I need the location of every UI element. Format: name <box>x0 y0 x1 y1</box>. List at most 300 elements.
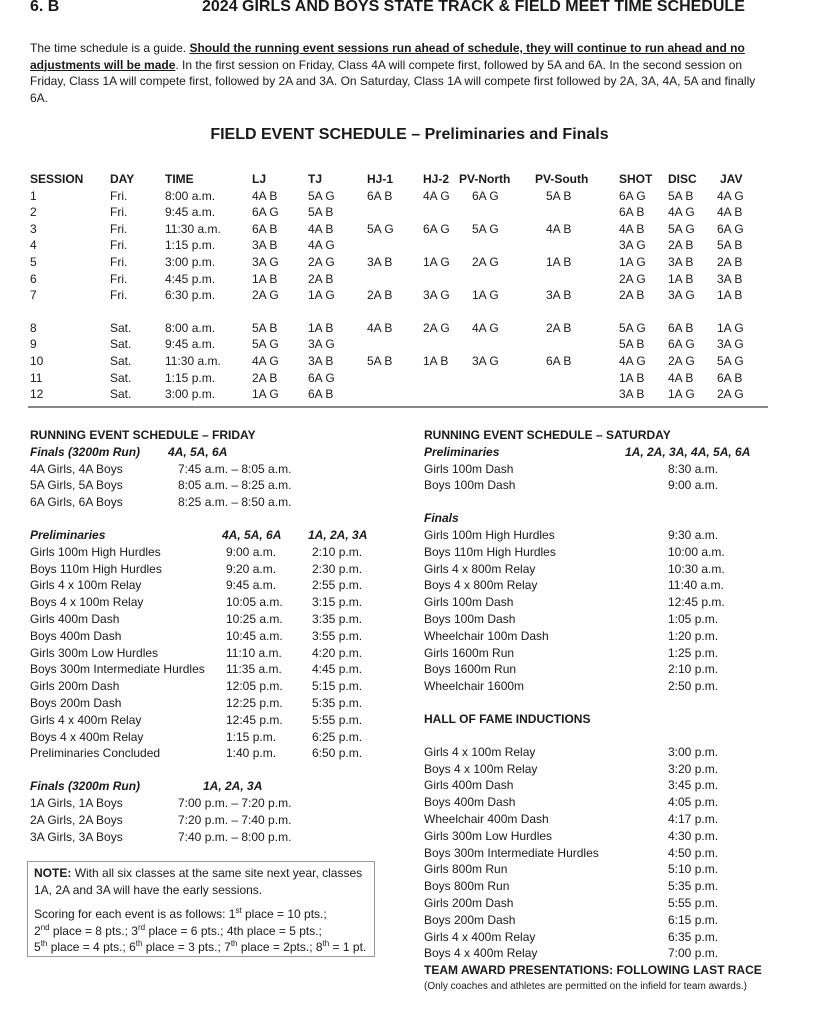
event-time: 6:15 p.m. <box>668 912 719 927</box>
table-cell: Sat. <box>110 337 132 352</box>
table-cell: 5A B <box>367 353 393 368</box>
event-time: 3:45 p.m. <box>668 778 719 793</box>
table-cell: Fri. <box>110 254 128 269</box>
event-name: Girls 800m Run <box>424 862 508 877</box>
column-header: PV-North <box>459 172 511 186</box>
event-time: 3:35 p.m. <box>312 611 363 626</box>
table-cell: 4A B <box>619 221 645 236</box>
table-cell: 6A G <box>668 337 695 352</box>
event-time: 6:25 p.m. <box>312 729 363 744</box>
table-cell: 5A B <box>546 188 572 203</box>
table-cell: 4A B <box>546 221 572 236</box>
event-time: 9:20 a.m. <box>226 561 277 576</box>
hall-of-fame-label: HALL OF FAME INDUCTIONS <box>424 711 591 726</box>
field-event-table <box>0 171 819 403</box>
event-name: Wheelchair 1600m <box>424 679 525 694</box>
event-name: Boys 200m Dash <box>30 695 122 710</box>
schedule-row <box>0 544 819 561</box>
table-cell: Fri. <box>110 271 128 286</box>
event-time: 2:50 p.m. <box>668 679 719 694</box>
event-time: 2:55 p.m. <box>312 578 363 593</box>
event-name: Boys 800m Run <box>424 879 510 894</box>
event-time: 10:00 a.m. <box>668 544 725 559</box>
schedule-row <box>0 527 819 544</box>
section-title: RUNNING EVENT SCHEDULE – SATURDAY <box>424 428 671 442</box>
spacer <box>0 728 819 744</box>
event-name: Boys 4 x 100m Relay <box>424 761 538 776</box>
schedule-row <box>0 912 819 929</box>
scoring-part: 5 <box>34 940 41 954</box>
table-cell: Fri. <box>110 221 128 236</box>
table-cell: 1A G <box>668 387 695 402</box>
schedule-row <box>0 845 819 862</box>
event-name: Girls 100m High Hurdles <box>30 544 161 559</box>
event-name: Boys 200m Dash <box>424 912 516 927</box>
scoring-part: nd <box>40 922 50 932</box>
table-cell: 3A G <box>717 337 744 352</box>
event-time: 11:35 a.m. <box>226 662 282 677</box>
event-name: Girls 4 x 100m Relay <box>424 744 536 759</box>
event-name: Girls 300m Low Hurdles <box>30 645 159 660</box>
scoring-part: th <box>322 939 330 948</box>
intro-emphasis: Should the running event sessions run ahead of schedule, they will continue to run ahead and no adjustments will be made <box>30 41 745 72</box>
event-time: 12:45 p.m. <box>226 712 283 727</box>
table-row <box>0 320 819 337</box>
table-cell: 1A B <box>423 353 449 368</box>
table-cell: Fri. <box>110 188 128 203</box>
note-text: With all six classes at the same site next year, classes 1A, 2A and 3A will have the early sessions. <box>34 866 363 897</box>
event-time: 5:35 p.m. <box>312 695 363 710</box>
event-time: 1:25 p.m. <box>668 645 719 660</box>
class-heading: 4A, 5A, 6A <box>222 527 282 542</box>
event-time: 5:15 p.m. <box>312 679 363 694</box>
table-cell: 4A G <box>252 353 279 368</box>
table-cell: 1A B <box>668 271 694 286</box>
table-cell: 11:30 a.m. <box>165 221 221 236</box>
column-header: TIME <box>165 172 194 186</box>
class-heading: 1A, 2A, 3A <box>308 527 368 542</box>
schedule-row <box>0 577 819 594</box>
subheading: Finals (3200m Run) <box>30 779 141 794</box>
table-cell: 2A G <box>717 387 744 402</box>
event-time: 6:35 p.m. <box>668 929 719 944</box>
event-name: 5A Girls, 5A Boys <box>30 478 123 493</box>
table-cell: 3A B <box>308 353 334 368</box>
table-cell: 8:00 a.m. <box>165 320 216 335</box>
event-name: Girls 100m Dash <box>424 595 514 610</box>
table-cell: 2A G <box>472 254 499 269</box>
table-cell: 6A G <box>423 221 450 236</box>
table-cell: 5A B <box>308 205 334 220</box>
event-name: Girls 1600m Run <box>424 645 515 660</box>
event-name: Girls 4 x 800m Relay <box>424 561 536 576</box>
table-cell: 3A B <box>367 254 393 269</box>
event-time: 5:10 p.m. <box>668 862 719 877</box>
table-cell: 4A G <box>619 353 646 368</box>
event-time: 1:40 p.m. <box>226 746 277 761</box>
table-cell: 2A B <box>619 288 645 303</box>
column-header: HJ-2 <box>423 172 450 186</box>
scoring-part: st <box>235 906 242 915</box>
event-name: Boys 400m Dash <box>30 628 122 643</box>
scoring-part: 2 <box>34 923 41 938</box>
schedule-row <box>0 777 819 794</box>
table-cell: 1A G <box>423 254 450 269</box>
event-time: 7:40 p.m. – 8:00 p.m. <box>178 829 292 844</box>
event-name: Girls 4 x 400m Relay <box>30 712 142 727</box>
event-time: 1:15 p.m. <box>226 729 277 744</box>
event-name: Boys 4 x 400m Relay <box>424 946 538 961</box>
note-label: NOTE: <box>34 866 72 880</box>
table-cell: Fri. <box>110 205 128 220</box>
schedule-row <box>0 794 819 811</box>
scoring-part: Scoring for each event is as follows: 1 <box>34 907 236 921</box>
column-header: SHOT <box>619 172 653 186</box>
table-cell: 3:00 p.m. <box>165 387 216 402</box>
table-cell: 1A G <box>717 320 744 335</box>
column-header: TJ <box>308 172 323 186</box>
event-name: Boys 300m Intermediate Hurdles <box>30 662 205 677</box>
event-time: 4:05 p.m. <box>668 795 719 810</box>
scoring-part: rd <box>137 922 146 932</box>
scoring-part: th <box>230 939 238 948</box>
event-time: 5:55 p.m. <box>312 712 363 727</box>
schedule-row <box>0 594 819 611</box>
table-cell: 1 <box>30 188 37 203</box>
schedule-row <box>0 628 819 645</box>
table-cell: 2A B <box>308 271 334 286</box>
table-row <box>0 221 819 238</box>
schedule-row <box>0 861 819 878</box>
event-time: 3:55 p.m. <box>312 628 363 643</box>
event-name: Wheelchair 400m Dash <box>424 811 549 826</box>
table-cell: 2A B <box>546 320 572 335</box>
intro-lead: The time schedule is a guide. <box>30 41 187 55</box>
team-award-label: TEAM AWARD PRESENTATIONS: FOLLOWING LAST RACE <box>424 963 762 978</box>
sat-finals-header <box>0 510 819 527</box>
event-name: Wheelchair 100m Dash <box>424 628 549 643</box>
table-cell: 4 <box>30 238 37 253</box>
event-name: Boys 4 x 400m Relay <box>30 729 144 744</box>
event-time: 12:25 p.m. <box>226 695 283 710</box>
event-name: Girls 400m Dash <box>424 778 514 793</box>
table-cell: Fri. <box>110 238 128 253</box>
event-name: Boys 100m Dash <box>424 611 516 626</box>
schedule-row <box>0 678 819 695</box>
column-header: HJ-1 <box>367 172 394 186</box>
table-cell: 5A G <box>619 320 646 335</box>
event-time: 3:20 p.m. <box>668 761 719 776</box>
table-cell: 4A G <box>423 188 450 203</box>
table-row <box>0 204 819 221</box>
table-cell: 6A G <box>308 370 335 385</box>
table-cell: 5A G <box>717 353 744 368</box>
event-time: 9:00 a.m. <box>226 544 277 559</box>
table-cell: 3A G <box>472 353 499 368</box>
table-cell: 3A B <box>546 288 572 303</box>
spacer <box>0 695 819 711</box>
table-cell: 6A G <box>619 188 646 203</box>
event-name: Girls 200m Dash <box>424 895 514 910</box>
table-cell: 3A B <box>619 387 645 402</box>
schedule-row <box>0 895 819 912</box>
table-cell: 4:45 p.m. <box>165 271 216 286</box>
schedule-row <box>0 561 819 578</box>
table-row <box>0 386 819 403</box>
schedule-row <box>0 611 819 628</box>
table-cell: 2A G <box>619 271 646 286</box>
team-award-note: (Only coaches and athletes are permitted on the infield for team awards.) <box>424 980 747 992</box>
event-name: 2A Girls, 2A Boys <box>30 812 123 827</box>
table-cell: 11 <box>30 370 43 385</box>
table-cell: 3 <box>30 221 37 236</box>
table-cell: 4A B <box>367 320 393 335</box>
table-cell: 3A B <box>252 238 278 253</box>
table-cell: 1A G <box>619 254 646 269</box>
column-header: SESSION <box>30 172 84 186</box>
table-row <box>0 336 819 353</box>
table-cell: 3A B <box>717 271 743 286</box>
event-time: 12:45 p.m. <box>668 595 725 610</box>
table-cell: 2A G <box>668 353 695 368</box>
table-cell: 5A B <box>717 238 743 253</box>
table-cell: 8:00 a.m. <box>165 188 216 203</box>
schedule-row <box>0 477 819 494</box>
event-time: 10:30 a.m. <box>668 561 725 576</box>
page-title: 2024 GIRLS AND BOYS STATE TRACK & FIELD MEET TIME SCHEDULE <box>202 0 745 15</box>
table-cell: Sat. <box>110 387 132 402</box>
table-cell: 4A G <box>472 320 499 335</box>
scoring-part: th <box>135 939 143 948</box>
sat-prelim-header <box>0 444 819 461</box>
table-cell: 6A G <box>717 221 744 236</box>
table-cell: 1:15 p.m. <box>165 370 216 385</box>
table-cell: 4A G <box>668 205 695 220</box>
table-row <box>0 271 819 288</box>
schedule-row <box>0 744 819 761</box>
table-cell: 6A B <box>546 353 572 368</box>
event-name: 1A Girls, 1A Boys <box>30 795 123 810</box>
table-cell: 2A B <box>668 238 694 253</box>
spacer <box>0 494 819 510</box>
table-cell: 6A B <box>668 320 694 335</box>
team-award <box>0 962 819 979</box>
table-cell: 8 <box>30 320 37 335</box>
event-name: Boys 300m Intermediate Hurdles <box>424 845 599 860</box>
table-cell: 6:30 p.m. <box>165 288 216 303</box>
event-name: Boys 110m High Hurdles <box>30 561 162 576</box>
event-name: Preliminaries Concluded <box>30 746 161 761</box>
column-header: PV-South <box>535 172 589 186</box>
event-time: 6:50 p.m. <box>312 746 363 761</box>
event-time: 10:45 a.m. <box>226 628 283 643</box>
table-cell: 5 <box>30 254 37 269</box>
table-cell: Fri. <box>110 288 128 303</box>
event-name: Boys 100m Dash <box>424 478 516 493</box>
column-header: JAV <box>720 172 743 186</box>
event-name: Girls 400m Dash <box>30 611 120 626</box>
table-cell: 1A B <box>717 288 743 303</box>
event-time: 4:50 p.m. <box>668 845 719 860</box>
table-cell: 3A G <box>252 254 279 269</box>
table-cell: 6A B <box>717 370 743 385</box>
table-cell: 1A B <box>546 254 572 269</box>
scoring-part: place = 10 pts.; <box>241 907 327 921</box>
event-name: 6A Girls, 6A Boys <box>30 495 123 510</box>
saturday-title <box>0 427 819 444</box>
table-cell: 3:00 p.m. <box>165 254 216 269</box>
table-cell: 3A G <box>619 238 646 253</box>
scoring-part: place = 8 pts.; 3 <box>49 923 138 938</box>
schedule-row <box>0 461 819 478</box>
table-cell: 2 <box>30 205 37 220</box>
table-cell: Sat. <box>110 370 132 385</box>
table-cell: 3A B <box>668 254 694 269</box>
event-name: Girls 100m High Hurdles <box>424 527 555 542</box>
table-cell: 2A G <box>423 320 450 335</box>
schedule-row <box>0 945 819 962</box>
table-cell: 6A B <box>308 387 334 402</box>
event-time: 7:00 p.m. <box>668 946 719 961</box>
event-time: 12:05 p.m. <box>226 679 283 694</box>
intro-rest: . In the first session on Friday, Class 4A will compete first, followed by 5A and 6A. In the second session on Friday, Class 1A will compete first, followed by 2A and 3A. On Saturday, Class 1A will compete first followed by 2A, 3A, 4A, 5A and finally 6A. <box>30 57 756 105</box>
schedule-row <box>0 645 819 662</box>
table-row <box>0 370 819 387</box>
table-row <box>0 353 819 370</box>
table-cell: 12 <box>30 387 44 402</box>
table-cell: 1A G <box>252 387 279 402</box>
field-schedule-title: FIELD EVENT SCHEDULE – Preliminaries and Finals <box>210 126 609 143</box>
event-time: 7:45 a.m. – 8:05 a.m. <box>178 461 292 476</box>
column-header: DISC <box>668 172 697 186</box>
schedule-row <box>0 878 819 895</box>
table-cell: 1A G <box>472 288 499 303</box>
event-name: 3A Girls, 3A Boys <box>30 829 123 844</box>
table-cell: 5A G <box>472 221 499 236</box>
scoring-part: place = 6 pts.; 4th place = 5 pts.; <box>145 923 322 938</box>
event-time: 10:05 a.m. <box>226 595 283 610</box>
table-cell: 4A B <box>668 370 694 385</box>
table-cell: 5A G <box>252 337 279 352</box>
table-cell: 2A B <box>252 370 278 385</box>
schedule-row <box>0 929 819 946</box>
page-number: 6. B <box>30 0 60 15</box>
table-row <box>0 287 819 304</box>
table-cell: 5A B <box>668 188 694 203</box>
table-cell: 9:45 a.m. <box>165 337 216 352</box>
table-cell: 6A G <box>472 188 499 203</box>
event-name: Girls 4 x 400m Relay <box>424 929 536 944</box>
table-cell: 1:15 p.m. <box>165 238 216 253</box>
scoring-part: place = 4 pts.; 6 <box>47 940 136 954</box>
schedule-row <box>0 828 819 845</box>
row-spacer <box>0 304 819 320</box>
table-cell: 2A G <box>252 288 279 303</box>
table-cell: 5A B <box>619 337 645 352</box>
table-cell: 1A B <box>619 370 645 385</box>
event-time: 11:10 a.m. <box>226 645 282 660</box>
table-divider <box>28 406 768 408</box>
table-row <box>0 237 819 254</box>
event-time: 8:30 a.m. <box>668 461 719 476</box>
table-cell: 9:45 a.m. <box>165 205 216 220</box>
table-cell: 5A B <box>252 320 278 335</box>
scoring-part: place = 3 pts.; 7 <box>142 940 231 954</box>
event-name: Boys 4 x 800m Relay <box>424 578 538 593</box>
event-time: 4:30 p.m. <box>668 828 719 843</box>
event-time: 3:15 p.m. <box>312 595 363 610</box>
table-cell: 4A G <box>717 188 744 203</box>
table-cell: 3A G <box>668 288 695 303</box>
table-cell: 3A G <box>308 337 335 352</box>
event-time: 8:05 a.m. – 8:25 a.m. <box>178 478 292 493</box>
schedule-row <box>0 811 819 828</box>
event-name: Girls 4 x 100m Relay <box>30 578 142 593</box>
table-cell: 6A B <box>619 205 645 220</box>
event-time: 1:20 p.m. <box>668 628 719 643</box>
table-cell: 4A B <box>717 205 743 220</box>
event-time: 5:35 p.m. <box>668 879 719 894</box>
table-cell: 5A G <box>668 221 695 236</box>
scoring-part: = 1 pt. <box>329 940 367 954</box>
schedule-row <box>0 661 819 678</box>
subheading: Finals <box>424 511 459 526</box>
team-award-note <box>0 979 819 996</box>
event-time: 9:30 a.m. <box>668 527 719 542</box>
event-name: Girls 200m Dash <box>30 679 120 694</box>
column-header: DAY <box>110 172 135 186</box>
table-cell: 9 <box>30 337 37 352</box>
table-header-row <box>0 171 819 188</box>
event-name: Boys 110m High Hurdles <box>424 544 556 559</box>
subheading: Preliminaries <box>30 527 106 542</box>
event-time: 2:10 p.m. <box>312 544 363 559</box>
hall-of-fame <box>0 711 819 728</box>
event-name: Boys 400m Dash <box>424 795 516 810</box>
section-title: RUNNING EVENT SCHEDULE – FRIDAY <box>30 428 256 442</box>
class-heading: 1A, 2A, 3A <box>203 779 263 794</box>
table-cell: 1A B <box>252 271 278 286</box>
event-name: Boys 4 x 100m Relay <box>30 595 144 610</box>
subheading: Preliminaries <box>424 444 500 459</box>
class-heading: 4A, 5A, 6A <box>168 444 228 459</box>
table-row <box>0 188 819 205</box>
event-name: 4A Girls, 4A Boys <box>30 461 123 476</box>
table-cell: 6 <box>30 271 37 286</box>
event-time: 9:00 a.m. <box>668 478 719 493</box>
table-cell: 3A G <box>423 288 450 303</box>
table-cell: 5A G <box>367 221 394 236</box>
event-time: 10:25 a.m. <box>226 611 283 626</box>
event-time: 1:05 p.m. <box>668 611 719 626</box>
event-time: 4:17 p.m. <box>668 811 719 826</box>
table-cell: 4A B <box>308 221 334 236</box>
column-header: LJ <box>252 172 267 186</box>
event-time: 5:55 p.m. <box>668 895 719 910</box>
intro-paragraph <box>30 40 765 106</box>
event-time: 4:20 p.m. <box>312 645 363 660</box>
table-cell: 2A G <box>308 254 335 269</box>
table-cell: 1A G <box>308 288 335 303</box>
table-cell: 4A G <box>308 238 335 253</box>
table-cell: 10 <box>30 353 44 368</box>
event-time: 2:10 p.m. <box>668 662 719 677</box>
event-name: Boys 1600m Run <box>424 662 517 677</box>
scoring-part: th <box>40 939 48 948</box>
table-cell: 1A B <box>308 320 334 335</box>
event-time: 2:30 p.m. <box>312 561 363 576</box>
table-cell: Sat. <box>110 320 132 335</box>
